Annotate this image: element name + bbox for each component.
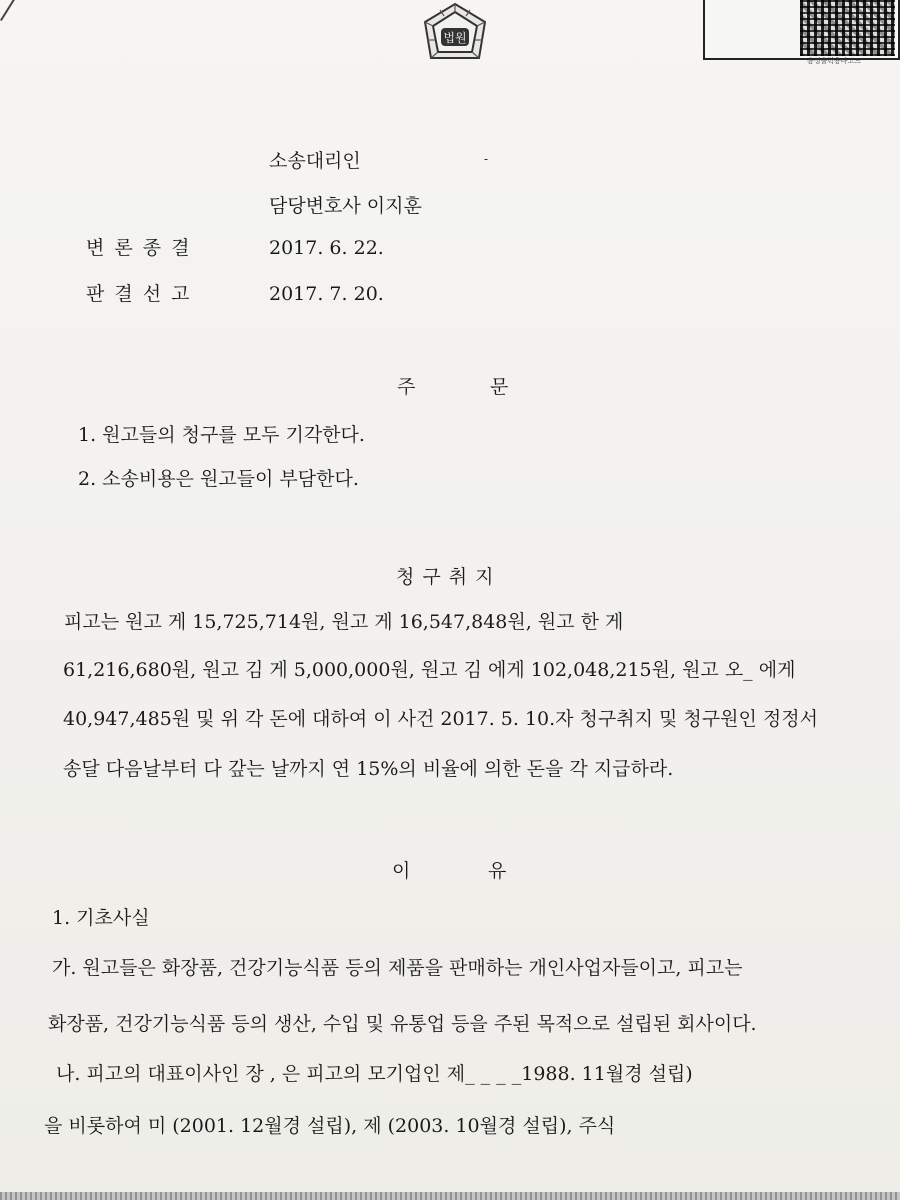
claim-heading: 청 구 취 지 <box>396 566 495 588</box>
barcode-caption: 음성출력용바코드 <box>807 57 862 65</box>
seal-text: 법원 <box>443 31 467 45</box>
closing-date-value: 2017. 6. 22. <box>269 237 384 259</box>
order-item-2: 2. 소송비용은 원고들이 부담한다. <box>78 468 359 490</box>
sentence-date-value: 2017. 7. 20. <box>269 283 384 305</box>
barcode-image <box>800 0 895 56</box>
claim-line-4: 송달 다음날부터 다 갚는 날까지 연 15%의 비율에 의한 돈을 각 지급하라. <box>63 758 674 780</box>
reason-heading-right: 유 <box>488 860 507 882</box>
agent-mark: - <box>484 152 489 166</box>
court-seal <box>415 0 495 70</box>
reason-line-3: 나. 피고의 대표이사인 장 , 은 피고의 모기업인 제_ _ _ _1988. 11월경 설립) <box>56 1063 693 1085</box>
sentence-date-label: 판 결 선 고 <box>86 283 192 305</box>
order-heading-right: 문 <box>490 376 509 398</box>
reason-heading-left: 이 <box>392 860 411 882</box>
claim-line-1: 피고는 원고 게 15,725,714원, 원고 게 16,547,848원, 원고 한 게 <box>64 611 624 633</box>
lawyer-line: 담당변호사 이지훈 <box>269 195 422 217</box>
scan-edge <box>0 1192 900 1200</box>
page-edge-mark <box>0 0 19 21</box>
claim-line-3: 40,947,485원 및 위 각 돈에 대하여 이 사건 2017. 5. 10.자 청구취지 및 청구원인 정정서 <box>63 708 818 730</box>
reason-line-4: 을 비롯하여 미 (2001. 12월경 설립), 제 (2003. 10월경 설립), 주식 <box>44 1115 616 1137</box>
reason-line-2: 화장품, 건강기능식품 등의 생산, 수입 및 유통업 등을 주된 목적으로 설립된 회사이다. <box>48 1013 757 1035</box>
claim-line-2: 61,216,680원, 원고 김 게 5,000,000원, 원고 김 에게 102,048,215원, 원고 오_ 에게 <box>63 659 796 681</box>
order-item-1: 1. 원고들의 청구를 모두 기각한다. <box>78 424 365 446</box>
agent-label: 소송대리인 <box>269 150 361 172</box>
order-heading-left: 주 <box>397 376 416 398</box>
closing-date-label: 변 론 종 결 <box>86 237 192 259</box>
section-basic-facts: 1. 기초사실 <box>52 907 150 929</box>
reason-line-1: 가. 원고들은 화장품, 건강기능식품 등의 제품을 판매하는 개인사업자들이고, 피고는 <box>52 957 743 979</box>
